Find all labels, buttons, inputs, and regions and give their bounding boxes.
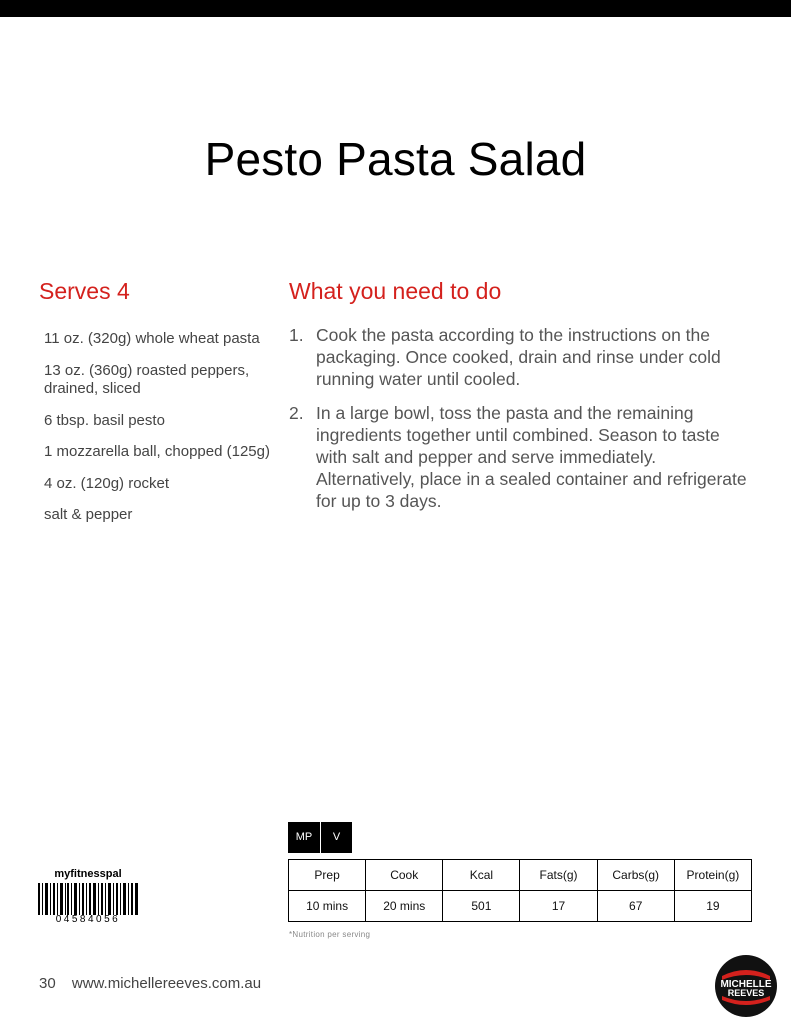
myfitnesspal-barcode-block — [38, 868, 138, 925]
ingredient-item: 11 oz. (320g) whole wheat pasta — [44, 330, 260, 347]
serves-heading: Serves 4 — [39, 278, 130, 304]
step-text: In a large bowl, toss the pasta and the remaining ingredients together until combined. Season to taste with salt and pepper and serve immediately. Alternatively, place in a sealed container and refrigerate for up to 3 days. — [316, 403, 747, 511]
table-header-cell: Kcal — [443, 860, 520, 891]
ingredient-item: salt & pepper — [44, 506, 133, 523]
barcode-number: 04584056 — [55, 914, 121, 925]
top-bar — [0, 0, 791, 17]
ingredient-item: 13 oz. (360g) roasted peppers, drained, sliced — [44, 361, 250, 397]
table-cell: 67 — [597, 891, 674, 922]
table-cell: 501 — [443, 891, 520, 922]
table-cell: 20 mins — [366, 891, 443, 922]
method-steps — [289, 324, 749, 524]
method-step — [289, 402, 749, 512]
nutrition-table — [288, 859, 752, 922]
page-footer — [39, 975, 261, 992]
table-header-cell: Carbs(g) — [597, 860, 674, 891]
barcode-icon — [38, 883, 138, 915]
meal-prep-tag: MP — [288, 822, 320, 853]
step-number: 1. — [289, 325, 304, 345]
page-number: 30 — [39, 975, 56, 992]
table-cell: 17 — [520, 891, 597, 922]
table-header-row — [289, 860, 752, 891]
method-step — [289, 324, 749, 390]
method-heading: What you need to do — [289, 278, 502, 304]
table-header-cell: Cook — [366, 860, 443, 891]
recipe-title: Pesto Pasta Salad — [204, 133, 587, 185]
table-header-cell: Protein(g) — [674, 860, 751, 891]
logo-line-2: REEVES — [727, 988, 765, 998]
ingredients-list — [44, 330, 274, 538]
logo-line-1: MICHELLE — [720, 979, 772, 990]
table-cell: 19 — [674, 891, 751, 922]
step-text: Cook the pasta according to the instructions on the packaging. Once cooked, drain and rinse under cold running water until cooled. — [316, 325, 721, 389]
table-cell: 10 mins — [289, 891, 366, 922]
nutrition-note: *Nutrition per serving — [289, 930, 371, 939]
myfitnesspal-label: myfitnesspal — [54, 868, 122, 880]
diet-tags — [288, 822, 352, 853]
table-header-cell: Prep — [289, 860, 366, 891]
ingredient-item: 1 mozzarella ball, chopped (125g) — [44, 443, 270, 460]
ingredient-item: 6 tbsp. basil pesto — [44, 411, 165, 429]
vegetarian-tag: V — [320, 822, 352, 853]
table-header-cell: Fats(g) — [520, 860, 597, 891]
step-number: 2. — [289, 403, 304, 423]
ingredient-item: 4 oz. (120g) rocket — [44, 474, 170, 492]
website-link[interactable]: www.michellereeves.com.au — [71, 975, 262, 992]
michelle-reeves-logo — [714, 954, 778, 1018]
table-row — [289, 891, 752, 922]
